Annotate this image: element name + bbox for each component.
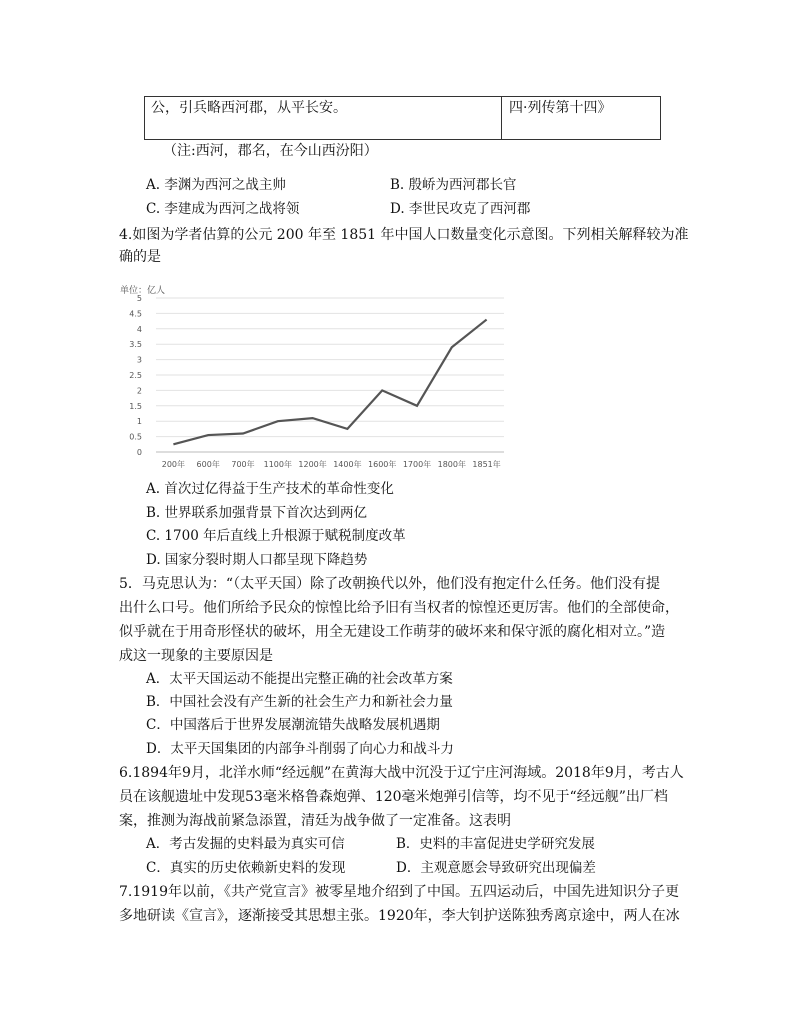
- y-tick-label: 2: [136, 386, 142, 396]
- y-tick-label: 3.5: [129, 340, 142, 350]
- x-tick-label: 1851年: [472, 460, 501, 469]
- table-divider: [501, 97, 502, 139]
- q4-option-b: B. 世界联系加强背景下首次达到两亿: [146, 505, 368, 521]
- q5-line3: 似乎就在于用奇形怪状的破坏，用全无建设工作萌芽的破坏来和保守派的腐化相对立。”造: [119, 624, 666, 640]
- q5-line1: 5．马克思认为：“（太平天国）除了改朝换代以外，他们没有抱定什么任务。他们没有提: [119, 576, 661, 592]
- q4-stem-line2: 确的是: [119, 249, 161, 265]
- q6-line1: 6.1894年9月，北洋水师“经远舰”在黄海大战中沉没于辽宁庄河海域。2018年9月，考古人: [119, 765, 684, 781]
- y-tick-label: 5: [136, 294, 142, 303]
- q6-option-b: B．史料的丰富促进史学研究发展: [396, 836, 595, 852]
- table-cell-left: 公，引兵略西河郡，从平长安。: [151, 100, 347, 116]
- q4-option-a: A. 首次过亿得益于生产技术的革命性变化: [146, 481, 394, 497]
- x-tick-label: 700年: [231, 460, 255, 469]
- chart-y-ticks: [129, 294, 142, 457]
- x-tick-label: 1200年: [298, 460, 327, 469]
- x-tick-label: 600年: [196, 460, 220, 469]
- q6-option-d: D．主观意愿会导致研究出现偏差: [396, 860, 596, 876]
- q6-option-a: A．考古发掘的史料最为真实可信: [146, 836, 345, 852]
- q6-line3: 案，推测为海战前紧急添置，清廷为战争做了一定准备。这表明: [119, 813, 511, 829]
- table-note: （注:西河，郡名，在今山西汾阳）: [163, 143, 378, 159]
- q7-line1: 7.1919年以前，《共产党宣言》被零星地介绍到了中国。五四运动后，中国先进知识分子更: [119, 884, 679, 900]
- y-tick-label: 2.5: [129, 371, 142, 380]
- x-tick-label: 200年: [161, 460, 186, 469]
- q4-option-c: C. 1700 年后直线上升根源于赋税制度改革: [146, 528, 406, 544]
- y-tick-label: 0.5: [129, 432, 142, 442]
- y-tick-label: 4: [136, 324, 142, 334]
- q6-option-c: C．真实的历史依赖新史料的发现: [146, 860, 346, 876]
- population-line-chart: [120, 280, 520, 475]
- y-tick-label: 1: [136, 417, 142, 427]
- q5-line2: 出什么口号。他们所给予民众的惊惶比给予旧有当权者的惊惶还更厉害。他们的全部使命，: [119, 600, 679, 616]
- q4-option-d: D. 国家分裂时期人口都呈现下降趋势: [146, 552, 368, 568]
- x-tick-label: 1700年: [402, 460, 432, 469]
- q6-line2: 员在该舰遗址中发现53毫米格鲁森炮弹、120毫米炮弹引信等，均不见于“经远舰”出厂档: [119, 789, 668, 805]
- chart-x-ticks: [162, 459, 501, 469]
- y-tick-label: 3: [136, 355, 142, 365]
- chart-unit-label: 单位：亿人: [120, 286, 166, 296]
- quote-table: [144, 96, 661, 140]
- y-tick-label: 1.5: [129, 401, 142, 411]
- q3-option-b: B. 殷峤为西河郡长官: [390, 177, 517, 193]
- q3-option-c: C. 李建成为西河之战将领: [146, 201, 300, 217]
- q5-option-d: D．太平天国集团的内部争斗削弱了向心力和战斗力: [146, 741, 454, 757]
- q3-option-d: D. 李世民攻克了西河郡: [390, 201, 531, 217]
- population-series-line: [173, 320, 486, 445]
- q5-option-c: C．中国落后于世界发展潮流错失战略发展机遇期: [146, 717, 440, 733]
- q4-stem-line1: 4.如图为学者估算的公元 200 年至 1851 年中国人口数量变化示意图。下列相关解释较为准: [119, 227, 689, 243]
- y-tick-label: 0: [136, 448, 142, 457]
- q5-option-b: B．中国社会没有产生新的社会生产力和新社会力量: [146, 694, 453, 710]
- table-cell-right: 四·列传第十四》: [509, 100, 612, 116]
- x-tick-label: 1800年: [437, 460, 466, 469]
- q3-option-a: A. 李渊为西河之战主帅: [146, 177, 286, 193]
- q5-line4: 成这一现象的主要原因是: [119, 648, 273, 664]
- q7-line2: 多地研读《宣言》，逐渐接受其思想主张。1920年，李大钊护送陈独秀离京途中，两人在冰: [119, 908, 680, 924]
- x-tick-label: 1100年: [263, 460, 292, 469]
- x-tick-label: 1600年: [368, 460, 397, 469]
- x-tick-label: 1400年: [333, 460, 362, 469]
- y-tick-label: 4.5: [129, 309, 142, 319]
- chart-grid: [156, 298, 504, 452]
- q5-option-a: A．太平天国运动不能提出完整正确的社会改革方案: [146, 671, 453, 687]
